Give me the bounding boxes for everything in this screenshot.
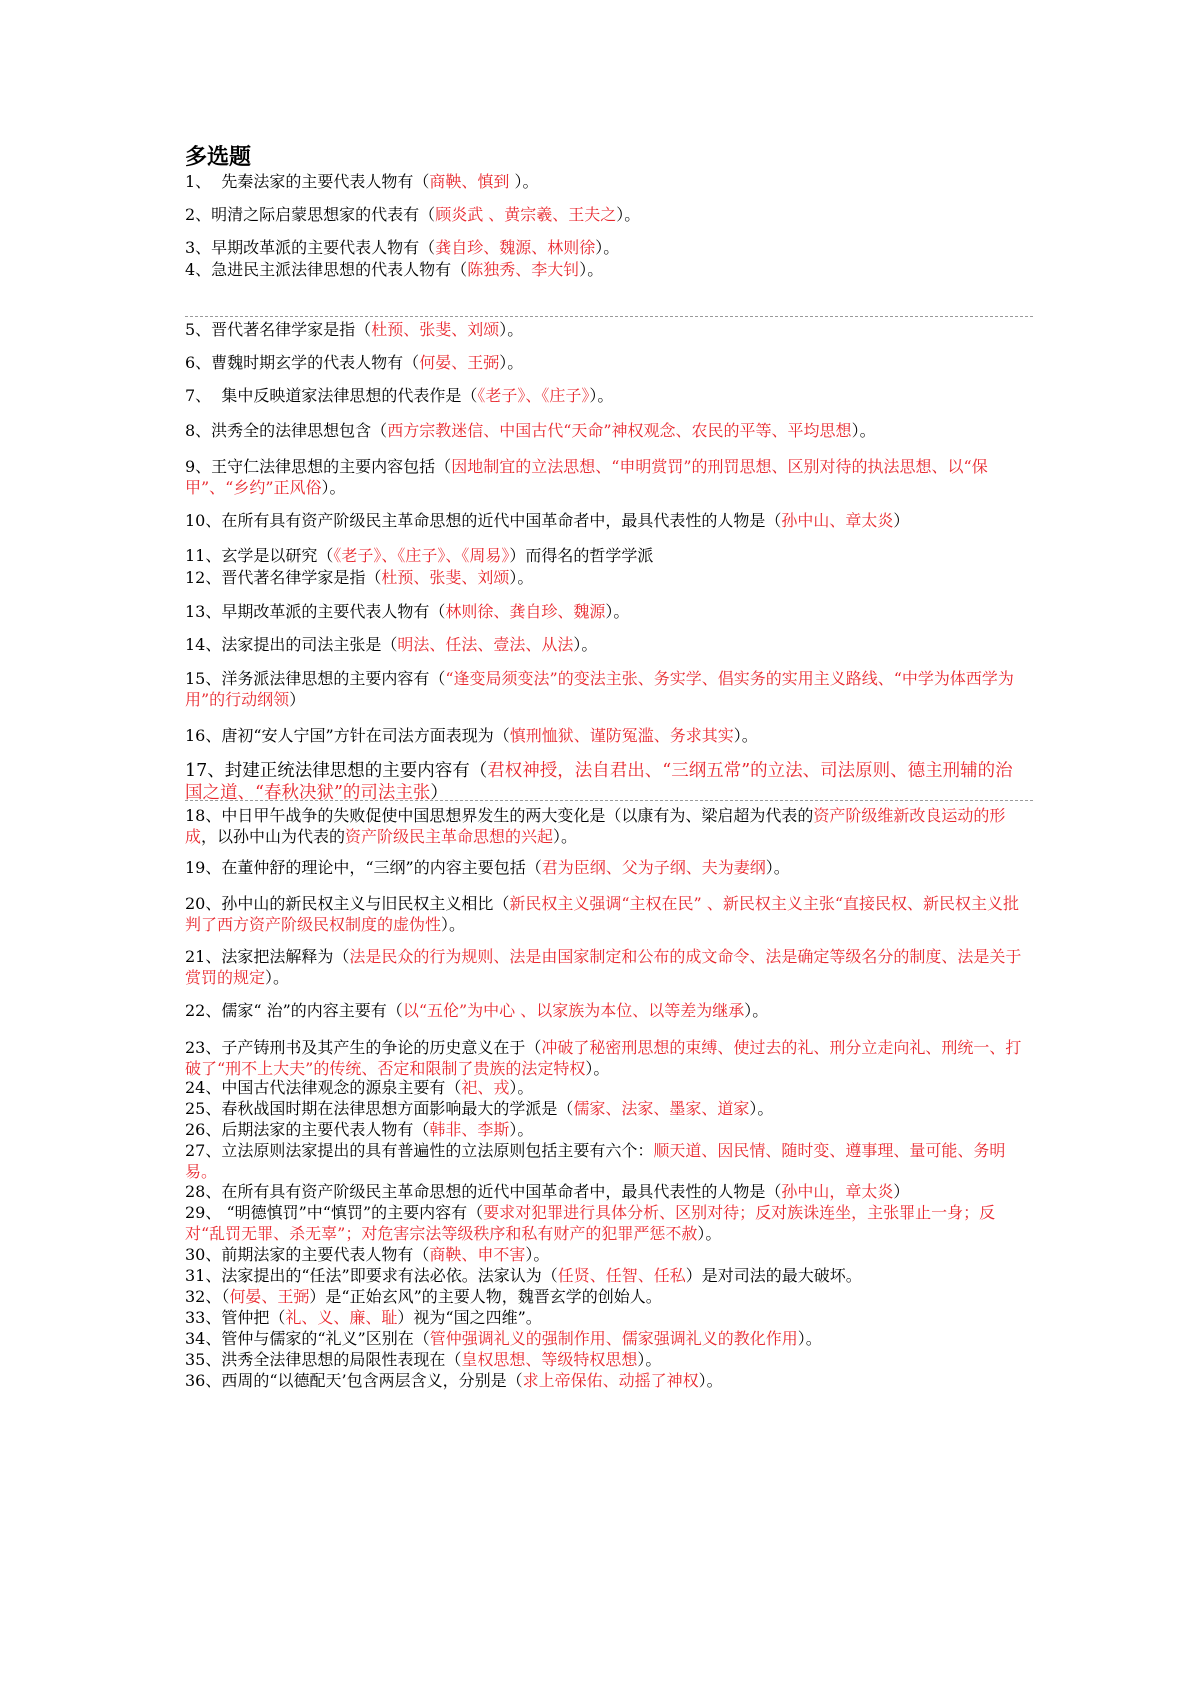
answer-text: 西方宗教迷信、中国古代“天命”神权观念、农民的平等、平均思想 — [387, 421, 852, 440]
question-text: 29、 “明德慎罚”中“慎罚”的主要内容有（ — [185, 1203, 484, 1222]
question-text: 2、明清之际启蒙思想家的代表有（ — [185, 205, 436, 224]
question-text: 27、立法原则法家提出的具有普遍性的立法原则包括主要有六个： — [185, 1141, 654, 1160]
question-item — [185, 385, 1025, 406]
answer-text: 祀、戎 — [461, 1078, 510, 1097]
question-text: 7、 集中反映道家法律思想的代表作是（ — [185, 386, 478, 405]
answer-text: 杜预、张斐、刘颂 — [381, 568, 510, 587]
page-break-divider — [185, 316, 1033, 317]
question-text: 28、在所有具有资产阶级民主革命思想的近代中国革命者中，最具代表性的人物是（ — [185, 1182, 782, 1201]
question-text: ）。 — [744, 1001, 769, 1020]
question-text: 35、洪秀全法律思想的局限性表现在（ — [185, 1350, 462, 1369]
question-item — [185, 237, 1025, 258]
question-item — [185, 510, 1025, 531]
question-text: 5、晋代著名律学家是指（ — [185, 320, 372, 339]
answer-text: 资产阶级民主革命思想的兴起 — [345, 827, 554, 846]
question-text: ）。 — [525, 1245, 550, 1264]
question-text: ）。 — [265, 968, 290, 987]
answer-text: 孙中山、章太炎 — [781, 511, 894, 530]
answer-text: 何晏、王弼 — [419, 353, 500, 372]
question-text: ）是对司法的最大破坏。 — [685, 1266, 862, 1285]
question-text: 11、玄学是以研究（ — [185, 546, 334, 565]
question-text: ）。 — [637, 1350, 662, 1369]
question-text: ）。 — [851, 421, 876, 440]
section-title: 多选题 — [185, 145, 252, 170]
question-text: ）。 — [509, 1120, 534, 1139]
answer-text: 龚自珍、魏源、林则徐 — [435, 238, 596, 257]
answer-text: 资产阶级维新改良运动的形成 — [185, 806, 1006, 846]
question-text: ）是“正始玄风”的主要人物，魏晋玄学的创始人。 — [309, 1287, 662, 1306]
question-item — [185, 456, 1025, 498]
question-text: ）。 — [733, 726, 758, 745]
question-text: ）。 — [797, 1329, 822, 1348]
question-text: ）而得名的哲学学派 — [509, 546, 654, 565]
question-item — [185, 1037, 1025, 1079]
question-text: 23、子产铸刑书及其产生的争论的历史意义在于（ — [185, 1038, 542, 1057]
question-item — [185, 1286, 1025, 1307]
question-text: ）。 — [321, 478, 346, 497]
question-text: ）。 — [514, 172, 539, 191]
answer-text: 慎刑恤狱、谨防冤滥、务求其实 — [509, 726, 734, 745]
answer-text: 儒家、法家、墨家、道家 — [573, 1099, 750, 1118]
question-item — [185, 857, 1025, 878]
question-item — [185, 946, 1025, 988]
question-text: 3、早期改革派的主要代表人物有（ — [185, 238, 436, 257]
question-text: ） — [893, 1182, 910, 1201]
question-text: ）。 — [616, 205, 641, 224]
question-text: 24、中国古代法律观念的源泉主要有（ — [185, 1078, 462, 1097]
question-text: 22、儒家“ 治”的内容主要有（ — [185, 1001, 403, 1020]
question-text: ）。 — [605, 602, 630, 621]
answer-text: 新民权主义强调“主权在民” 、新民权主义主张“直接民权、新民权主义批判了西方资产阶级民权制度的虚伪性 — [185, 894, 1020, 934]
answer-text: 杜预、张斐、刘颂 — [371, 320, 500, 339]
question-text: 4、急进民主派法律思想的代表人物有（ — [185, 260, 468, 279]
question-text: ）。 — [499, 320, 524, 339]
answer-text: 何晏、王弼 — [229, 1287, 310, 1306]
question-item — [185, 1328, 1025, 1349]
question-text: 13、早期改革派的主要代表人物有（ — [185, 602, 446, 621]
question-item — [185, 319, 1025, 340]
question-text: 33、管仲把（ — [185, 1308, 286, 1327]
question-text: ）。 — [589, 386, 614, 405]
question-item — [185, 634, 1025, 655]
question-item — [185, 601, 1025, 622]
question-item — [185, 1140, 1025, 1182]
question-item — [185, 420, 1025, 441]
question-item — [185, 1370, 1025, 1391]
question-text: 20、孙中山的新民权主义与旧民权主义相比（ — [185, 894, 510, 913]
question-text: ）。 — [595, 238, 620, 257]
question-text: ） — [289, 690, 306, 709]
question-item — [185, 1000, 1025, 1021]
question-item — [185, 1349, 1025, 1370]
answer-text: 君为臣纲、父为子纲、夫为妻纲 — [541, 858, 766, 877]
answer-text: 要求对犯罪进行具体分析、区别对待；反对族诛连坐，主张罪止一身；反对“乱罚无罪、杀无辜”；对危害宗法等级秩序和私有财产的犯罪严惩不赦 — [185, 1203, 996, 1243]
question-text: ）视为“国之四维”。 — [397, 1308, 542, 1327]
question-text: ）。 — [509, 568, 534, 587]
question-text: ）。 — [509, 1078, 534, 1097]
question-text: ）。 — [579, 260, 604, 279]
question-text: 14、法家提出的司法主张是（ — [185, 635, 398, 654]
answer-text: 陈独秀、李大钊 — [467, 260, 580, 279]
answer-text: 商鞅、申不害 — [429, 1245, 526, 1264]
question-item — [185, 1244, 1025, 1265]
question-item — [185, 805, 1025, 847]
question-text: ） — [430, 783, 448, 803]
answer-text: 君权神授，法自君出、“三纲五常”的立法、司法原则、德主刑辅的治国之道、“春秋决狱”的司法主张 — [185, 761, 1013, 803]
question-text: ）。 — [441, 915, 466, 934]
answer-text: 法是民众的行为规则、法是由国家制定和公布的成文命令、法是确定等级名分的制度、法是关于赏罚的规定 — [185, 947, 1022, 987]
answer-text: 礼、义、廉、耻 — [285, 1308, 398, 1327]
question-text: 17、封建正统法律思想的主要内容有（ — [185, 761, 488, 781]
question-item — [185, 668, 1025, 710]
question-item — [185, 1119, 1025, 1140]
question-text: 6、曹魏时期玄学的代表人物有（ — [185, 353, 420, 372]
question-text: ）。 — [697, 1224, 722, 1243]
question-item — [185, 567, 1025, 588]
question-text: ）。 — [585, 1059, 610, 1078]
question-text: ，以孙中山为代表的 — [201, 827, 346, 846]
question-text: 8、洪秀全的法律思想包含（ — [185, 421, 388, 440]
answer-text: 明法、任法、壹法、从法 — [397, 635, 574, 654]
question-text: ）。 — [749, 1099, 774, 1118]
answer-text: 顺天道、因民情、随时变、遵事理、量可能、务明易。 — [185, 1141, 1006, 1181]
answer-text: 林则徐、龚自珍、魏源 — [445, 602, 606, 621]
answer-text: 冲破了秘密刑思想的束缚、使过去的礼、刑分立走向礼、刑统一、打破了“刑不上大夫”的传统、否定和限制了贵族的法定特权 — [185, 1038, 1022, 1078]
question-item — [185, 893, 1025, 935]
question-text: ） — [893, 511, 910, 530]
question-item — [185, 545, 1025, 566]
question-item — [185, 204, 1025, 225]
answer-text: 管仲强调礼义的强制作用、儒家强调礼义的教化作用 — [429, 1329, 798, 1348]
question-text: ）。 — [765, 858, 790, 877]
answer-text: 《老子》、《庄子》、《周易》 — [333, 546, 510, 565]
question-text: 25、春秋战国时期在法律思想方面影响最大的学派是（ — [185, 1099, 574, 1118]
question-text: 10、在所有具有资产阶级民主革命思想的近代中国革命者中，最具代表性的人物是（ — [185, 511, 782, 530]
question-text: 21、法家把法解释为（ — [185, 947, 350, 966]
answer-text: 顾炎武 、黄宗羲、王夫之 — [435, 205, 617, 224]
question-text: 36、西周的“以德配天’包含两层含义，分别是（ — [185, 1371, 523, 1390]
question-text: 30、前期法家的主要代表人物有（ — [185, 1245, 430, 1264]
answer-text: 商鞅、慎到 — [429, 172, 515, 191]
question-item — [185, 1098, 1025, 1119]
answer-text: 任贤、任智、任私 — [557, 1266, 686, 1285]
question-text: 31、法家提出的“任法”即要求有法必依。法家认为（ — [185, 1266, 558, 1285]
answer-text: 韩非、李斯 — [429, 1120, 510, 1139]
answer-text: “逢变局须变法”的变法主张、务实学、倡实务的实用主义路线、“中学为体西学为用”的行动纲领 — [185, 669, 1014, 709]
question-text: ）。 — [499, 353, 524, 372]
question-item — [185, 171, 1025, 192]
question-text: 12、晋代著名律学家是指（ — [185, 568, 382, 587]
question-text: ）。 — [698, 1371, 723, 1390]
question-text: 26、后期法家的主要代表人物有（ — [185, 1120, 430, 1139]
question-item — [185, 1077, 1025, 1098]
question-text: 1、 先秦法家的主要代表人物有（ — [185, 172, 430, 191]
question-item — [185, 1307, 1025, 1328]
question-text: ）。 — [553, 827, 578, 846]
answer-text: 孙中山，章太炎 — [781, 1182, 894, 1201]
question-text: 16、唐初“安人宁国”方针在司法方面表现为（ — [185, 726, 510, 745]
question-item — [185, 259, 1025, 280]
question-text: 9、王守仁法律思想的主要内容包括（ — [185, 457, 452, 476]
question-item — [185, 1181, 1025, 1202]
question-text: 34、管仲与儒家的“礼义”区别在（ — [185, 1329, 430, 1348]
question-text: 18、中日甲午战争的失败促使中国思想界发生的两大变化是（以康有为、梁启超为代表的 — [185, 806, 814, 825]
answer-text: 因地制宜的立法思想、“申明赏罚”的刑罚思想、区别对待的执法思想、以“保甲”、“乡约”正风俗 — [185, 457, 988, 497]
answer-text: 《老子》、《庄子》 — [477, 386, 590, 405]
question-item — [185, 725, 1025, 746]
question-text: ）。 — [573, 635, 598, 654]
question-text: 15、洋务派法律思想的主要内容有（ — [185, 669, 446, 688]
answer-text: 求上帝保佑、动摇了神权 — [522, 1371, 699, 1390]
question-text: 19、在董仲舒的理论中，“三纲”的内容主要包括（ — [185, 858, 542, 877]
question-item — [185, 352, 1025, 373]
question-item — [185, 760, 1025, 804]
answer-text: 以“五伦”为中心 、以家族为本位、以等差为继承 — [402, 1001, 745, 1020]
question-item — [185, 1265, 1025, 1286]
question-item — [185, 1202, 1025, 1244]
question-text: 32、（ — [185, 1287, 230, 1306]
answer-text: 皇权思想、等级特权思想 — [461, 1350, 638, 1369]
